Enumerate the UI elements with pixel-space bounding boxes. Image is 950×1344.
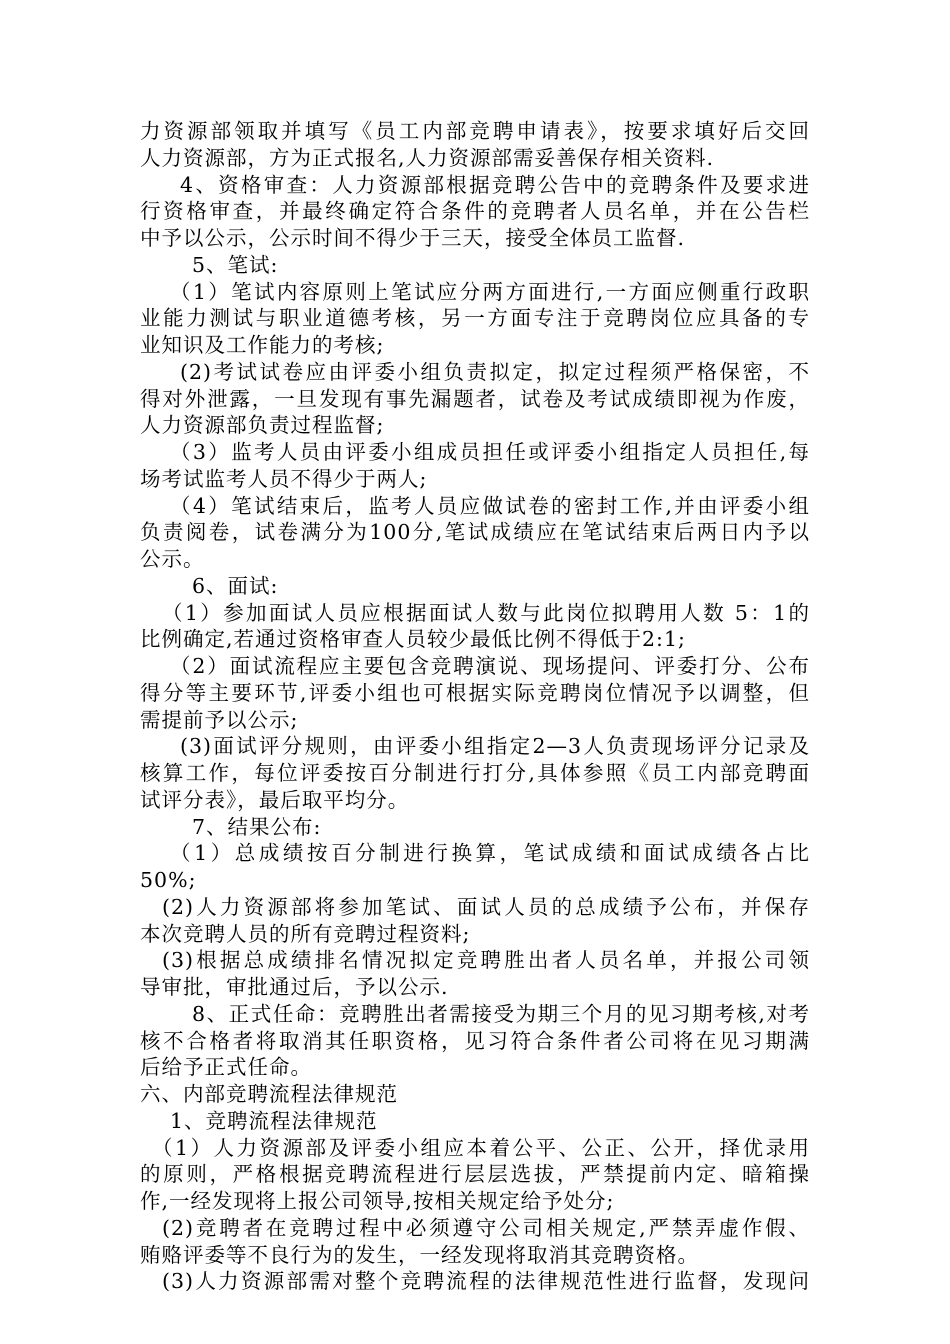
section-heading: 6、面试: xyxy=(192,573,279,598)
text-line: 行资格审查，并最终确定符合条件的竞聘者人员名单，并在公告栏 xyxy=(140,199,810,224)
section-heading: 1、竞聘流程法律规范 xyxy=(170,1108,378,1133)
text-line: (2)竞聘者在竞聘过程中必须遵守公司相关规定,严禁弄虚作假、 xyxy=(162,1215,810,1240)
text-line: 人力资源部，方为正式报名,人力资源部需妥善保存相关资料. xyxy=(140,145,715,170)
text-line: 4、资格审查：人力资源部根据竞聘公告中的竞聘条件及要求进 xyxy=(180,172,810,197)
text-line: 负责阅卷，试卷满分为100分,笔试成绩应在笔试结束后两日内予以 xyxy=(140,520,810,545)
text-line: （3）监考人员由评委小组成员担任或评委小组指定人员担任,每 xyxy=(170,440,810,464)
text-line: (2)考试试卷应由评委小组负责拟定，拟定过程须严格保密，不 xyxy=(180,359,810,384)
text-line: 人力资源部负责过程监督; xyxy=(140,413,385,438)
text-line: 公示。 xyxy=(140,547,205,571)
text-line: 8、正式任命：竞聘胜出者需接受为期三个月的见习期考核,对考 xyxy=(192,1001,810,1026)
text-line: 中予以公示，公示时间不得少于三天，接受全体员工监督. xyxy=(140,226,686,250)
text-line: 核不合格者将取消其任职资格，见习符合条件者公司将在见习期满 xyxy=(140,1028,810,1053)
text-line: 需提前予以公示; xyxy=(140,707,299,732)
text-line: (3)人力资源部需对整个竞聘流程的法律规范性进行监督，发现问 xyxy=(162,1269,810,1294)
text-line: 得对外泄露，一旦发现有事先漏题者，试卷及考试成绩即视为作废， xyxy=(140,386,810,411)
text-line: 场考试监考人员不得少于两人; xyxy=(140,466,428,491)
text-line: 核算工作，每位评委按百分制进行打分,具体参照《员工内部竞聘面 xyxy=(140,761,810,785)
chapter-heading: 六、内部竞聘流程法律规范 xyxy=(140,1082,398,1106)
text-line: 比例确定,若通过资格审查人员较少最低比例不得低于2:1; xyxy=(140,627,686,652)
text-line: (3)面试评分规则，由评委小组指定2—3人负责现场评分记录及 xyxy=(180,734,810,759)
text-line: （2）面试流程应主要包含竞聘演说、现场提问、评委打分、公布 xyxy=(170,654,810,678)
text-line: 贿赂评委等不良行为的发生，一经发现将取消其竞聘资格。 xyxy=(140,1242,699,1267)
text-line: （4）笔试结束后，监考人员应做试卷的密封工作,并由评委小组 xyxy=(170,493,810,518)
text-line: 得分等主要环节,评委小组也可根据实际竞聘岗位情况予以调整，但 xyxy=(140,680,810,705)
text-line: (2)人力资源部将参加笔试、面试人员的总成绩予公布，并保存 xyxy=(162,894,810,919)
section-heading: 7、结果公布: xyxy=(192,814,322,839)
text-line: 50%; xyxy=(140,868,197,892)
text-line: （1）笔试内容原则上笔试应分两方面进行,一方面应侧重行政职 xyxy=(170,279,810,304)
text-line: （1）参加面试人员应根据面试人数与此岗位拟聘用人数 5：1的 xyxy=(162,600,810,625)
text-line: 后给予正式任命。 xyxy=(140,1055,312,1080)
text-line: 的原则，严格根据竞聘流程进行层层选拔，严禁提前内定、暗箱操 xyxy=(140,1162,810,1187)
text-line: 业知识及工作能力的考核; xyxy=(140,333,385,357)
text-line: (3)根据总成绩排名情况拟定竞聘胜出者人员名单，并报公司领 xyxy=(162,948,810,973)
text-line: （1）总成绩按百分制进行换算，笔试成绩和面试成绩各占比 xyxy=(170,841,810,866)
text-line: 试评分表》，最后取平均分。 xyxy=(140,787,410,812)
text-line: 作,一经发现将上报公司领导,按相关规定给予处分; xyxy=(140,1189,615,1213)
text-line: （1）人力资源部及评委小组应本着公平、公正、公开，择优录用 xyxy=(152,1135,810,1160)
text-line: 导审批，审批通过后，予以公示. xyxy=(140,975,449,999)
document-page xyxy=(140,118,810,1295)
text-line: 业能力测试与职业道德考核，另一方面专注于竞聘岗位应具备的专 xyxy=(140,306,810,331)
text-line: 力资源部领取并填写《员工内部竞聘申请表》，按要求填好后交回 xyxy=(140,119,810,143)
section-heading: 5、笔试: xyxy=(192,252,279,277)
text-line: 本次竞聘人员的所有竞聘过程资料; xyxy=(140,921,471,946)
